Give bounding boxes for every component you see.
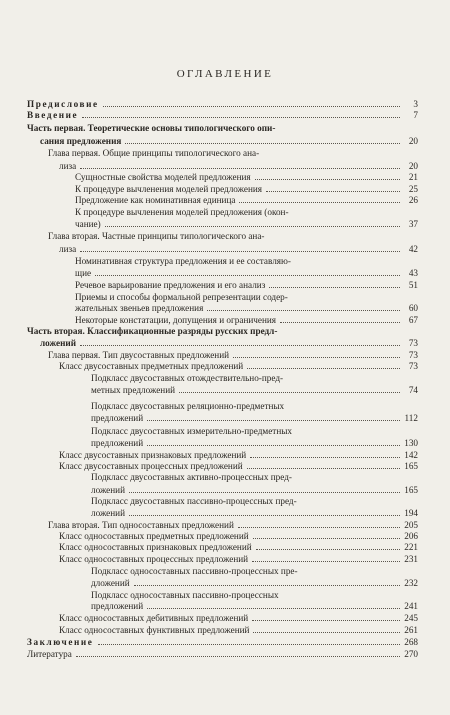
toc-entry-page: 74: [408, 385, 418, 395]
toc-entry-page: 73: [408, 338, 418, 348]
toc-entry-page: 3: [413, 99, 418, 109]
toc-entry: [48, 147, 418, 159]
toc-entry: [27, 325, 418, 337]
toc-entry-title: Введение: [27, 110, 79, 120]
toc-entry-page: 130: [404, 438, 418, 448]
toc-entry-title: предложений: [91, 438, 144, 448]
dot-leader: [134, 585, 400, 586]
toc-entry-title: Подкласс односоставных пассивно-процессных пре-: [91, 566, 298, 576]
dot-leader: [266, 191, 400, 192]
toc-entry-page: 73: [408, 361, 418, 371]
toc-entry: [27, 109, 418, 121]
toc-entry-page: 60: [408, 303, 418, 313]
toc-entry-title: Класс односоставных функтивных предложений: [59, 625, 250, 635]
toc-entry-title: Глава вторая. Частные принципы типологического ана-: [48, 231, 265, 241]
toc-entry-title: Сущностные свойства моделей предложения: [75, 172, 251, 182]
toc-entry: [75, 279, 418, 291]
toc-entry-title: дложений: [91, 578, 130, 588]
toc-entry: [91, 471, 418, 483]
dot-leader: [80, 168, 400, 169]
dot-leader: [80, 345, 400, 346]
dot-leader: [82, 117, 400, 118]
toc-entry-title: Подкласс односоставных пассивно-процессных: [91, 590, 279, 600]
toc-entry-title: Класс односоставных дебитивных предложений: [59, 613, 249, 623]
toc-entry-title: Подкласс двусоставных реляционно-предметных: [91, 401, 285, 411]
toc-entry-title: Заключение: [27, 637, 94, 647]
toc-entry-page: 67: [408, 315, 418, 325]
dot-leader: [103, 106, 400, 107]
toc-entry-title: Номинативная структура предложения и ее составляю-: [75, 256, 291, 266]
dot-leader: [280, 322, 400, 323]
dot-leader: [250, 457, 400, 458]
dot-leader: [207, 310, 400, 311]
dot-leader: [147, 445, 400, 446]
dot-leader: [255, 179, 400, 180]
toc-entry-title: Подкласс двусоставных активно-процессных пред-: [91, 472, 292, 482]
toc-entry-page: 21: [408, 172, 418, 182]
dot-leader: [233, 357, 400, 358]
toc-entry-page: 165: [404, 485, 418, 495]
toc-entry: [27, 648, 418, 660]
toc-entry-page: 205: [404, 520, 418, 530]
toc-entry: [59, 553, 418, 565]
toc-entry: [91, 372, 418, 384]
toc-entry: [75, 194, 418, 206]
toc-entry-page: 231: [404, 554, 418, 564]
toc-entry-page: 42: [408, 244, 418, 254]
toc-entry-page: 112: [404, 413, 418, 423]
toc-entry-page: 26: [408, 195, 418, 205]
toc-entry-title: Класс односоставных признаковых предложений: [59, 542, 252, 552]
dot-leader: [76, 656, 400, 657]
toc-entry-page: 241: [404, 601, 418, 611]
toc-entry-title: Глава первая. Тип двусоставных предложений: [48, 350, 230, 360]
toc-entry: [91, 507, 418, 519]
toc-entry-page: 37: [408, 219, 418, 229]
toc-entry: [91, 400, 418, 412]
toc-entry-page: 261: [404, 625, 418, 635]
dot-leader: [125, 143, 400, 144]
dot-leader: [105, 226, 400, 227]
toc-entry-title: метных предложений: [91, 385, 176, 395]
dot-leader: [252, 561, 400, 562]
toc-entry: [75, 302, 418, 314]
dot-leader: [147, 608, 400, 609]
toc-entry: [91, 384, 418, 396]
toc-entry-title: Подкласс двусоставных измерительно-предметных: [91, 426, 292, 436]
dot-leader: [253, 632, 400, 633]
toc-entry-page: 20: [408, 136, 418, 146]
toc-entry-title: лиза: [59, 244, 77, 254]
toc-entry: [91, 412, 418, 424]
toc-entry-title: ложений: [91, 485, 126, 495]
toc-entry-title: Подкласс двусоставных отождествительно-пред-: [91, 373, 284, 383]
dot-leader: [95, 275, 400, 276]
dot-leader: [239, 202, 400, 203]
toc-entry-title: Подкласс двусоставных пассивно-процессных пред-: [91, 496, 297, 506]
toc-entry-title: Глава первая. Общие принципы типологического ана-: [48, 148, 260, 158]
toc-entry-title: ложений: [91, 508, 126, 518]
toc-entry: [75, 206, 418, 218]
dot-leader: [269, 287, 400, 288]
toc-entry-title: Класс двусоставных признаковых предложений: [59, 450, 247, 460]
toc-entry-title: Класс односоставных предметных предложений: [59, 531, 249, 541]
toc-entry-page: 194: [404, 508, 418, 518]
toc-entry-title: К процедуре вычленения моделей предложения: [75, 184, 263, 194]
dot-leader: [256, 549, 400, 550]
toc-entry-page: 232: [404, 578, 418, 588]
toc-entry-title: Класс односоставных процессных предложений: [59, 554, 249, 564]
dot-leader: [80, 251, 400, 252]
toc-entry-title: Часть вторая. Классификационные разряды русских предл-: [27, 326, 278, 336]
toc-entry: [75, 255, 418, 267]
toc-entry: [48, 230, 418, 242]
dot-leader: [129, 492, 400, 493]
toc-entry: [75, 218, 418, 230]
dot-leader: [147, 420, 400, 421]
toc-entry-page: 20: [408, 161, 418, 171]
toc-entry: [59, 541, 418, 553]
toc-entry-title: ложений: [40, 338, 77, 348]
toc-entry-page: 142: [404, 450, 418, 460]
toc-entry-title: сания предложения: [40, 136, 122, 146]
toc-entry-title: чание): [75, 219, 101, 229]
dot-leader: [238, 527, 400, 528]
toc-entry-title: Класс двусоставных процессных предложений: [59, 461, 243, 471]
toc-entry-title: Глава вторая. Тип односоставных предложений: [48, 520, 234, 530]
dot-leader: [129, 515, 400, 516]
toc-entry: [27, 122, 418, 134]
toc-entry: [91, 425, 418, 437]
toc-entry: [75, 267, 418, 279]
toc-entry: [59, 360, 418, 372]
toc-entry-title: предложений: [91, 601, 144, 611]
toc-entry-title: Литература: [27, 649, 72, 659]
toc-entry-page: 43: [408, 268, 418, 278]
toc-entry: [40, 337, 418, 349]
toc-entry-title: Часть первая. Теоретические основы типологического опи-: [27, 123, 276, 133]
toc-entry-title: Речевое варьирование предложения и его анализ: [75, 280, 266, 290]
dot-leader: [179, 392, 400, 393]
toc-entry: [59, 624, 418, 636]
toc-entry-title: К процедуре вычленения моделей предложения (окон-: [75, 207, 289, 217]
toc-entry-page: 73: [408, 350, 418, 360]
toc-entry-page: 268: [404, 637, 418, 647]
toc-heading: ОГЛАВЛЕНИЕ: [176, 68, 274, 80]
dot-leader: [253, 538, 400, 539]
toc-entry-page: 165: [404, 461, 418, 471]
toc-entry-page: 206: [404, 531, 418, 541]
toc-entry-title: Некоторые констатации, допущения и ограничения: [75, 315, 277, 325]
toc-entry: [91, 600, 418, 612]
toc-entry-title: Класс двусоставных предметных предложений: [59, 361, 244, 371]
toc-entry-title: лиза: [59, 161, 77, 171]
toc-entry: [75, 171, 418, 183]
dot-leader: [247, 468, 400, 469]
dot-leader: [247, 368, 400, 369]
toc-entry-page: 245: [404, 613, 418, 623]
toc-entry-title: Предисловие: [27, 99, 99, 109]
toc-entry: [91, 565, 418, 577]
toc-entry: [40, 135, 418, 147]
toc-entry: [59, 243, 418, 255]
toc-entry: [27, 636, 418, 648]
toc-entry: [59, 612, 418, 624]
toc-entry-page: 270: [404, 649, 418, 659]
toc-entry: [91, 437, 418, 449]
dot-leader: [252, 620, 400, 621]
toc-entry-page: 51: [408, 280, 418, 290]
toc-entry: [91, 495, 418, 507]
toc-entry-title: щие: [75, 268, 92, 278]
toc-entry-page: 221: [404, 542, 418, 552]
toc-entry-title: Предложение как номинативная единица: [75, 195, 236, 205]
dot-leader: [98, 644, 401, 645]
toc-entry-title: Приемы и способы формальной репрезентации содер-: [75, 292, 288, 302]
toc-entry-title: предложений: [91, 413, 144, 423]
toc-entry-page: 7: [413, 110, 418, 120]
toc-entry-page: 25: [408, 184, 418, 194]
toc-entry-title: жательных звеньев предложения: [75, 303, 204, 313]
toc-entry: [91, 577, 418, 589]
